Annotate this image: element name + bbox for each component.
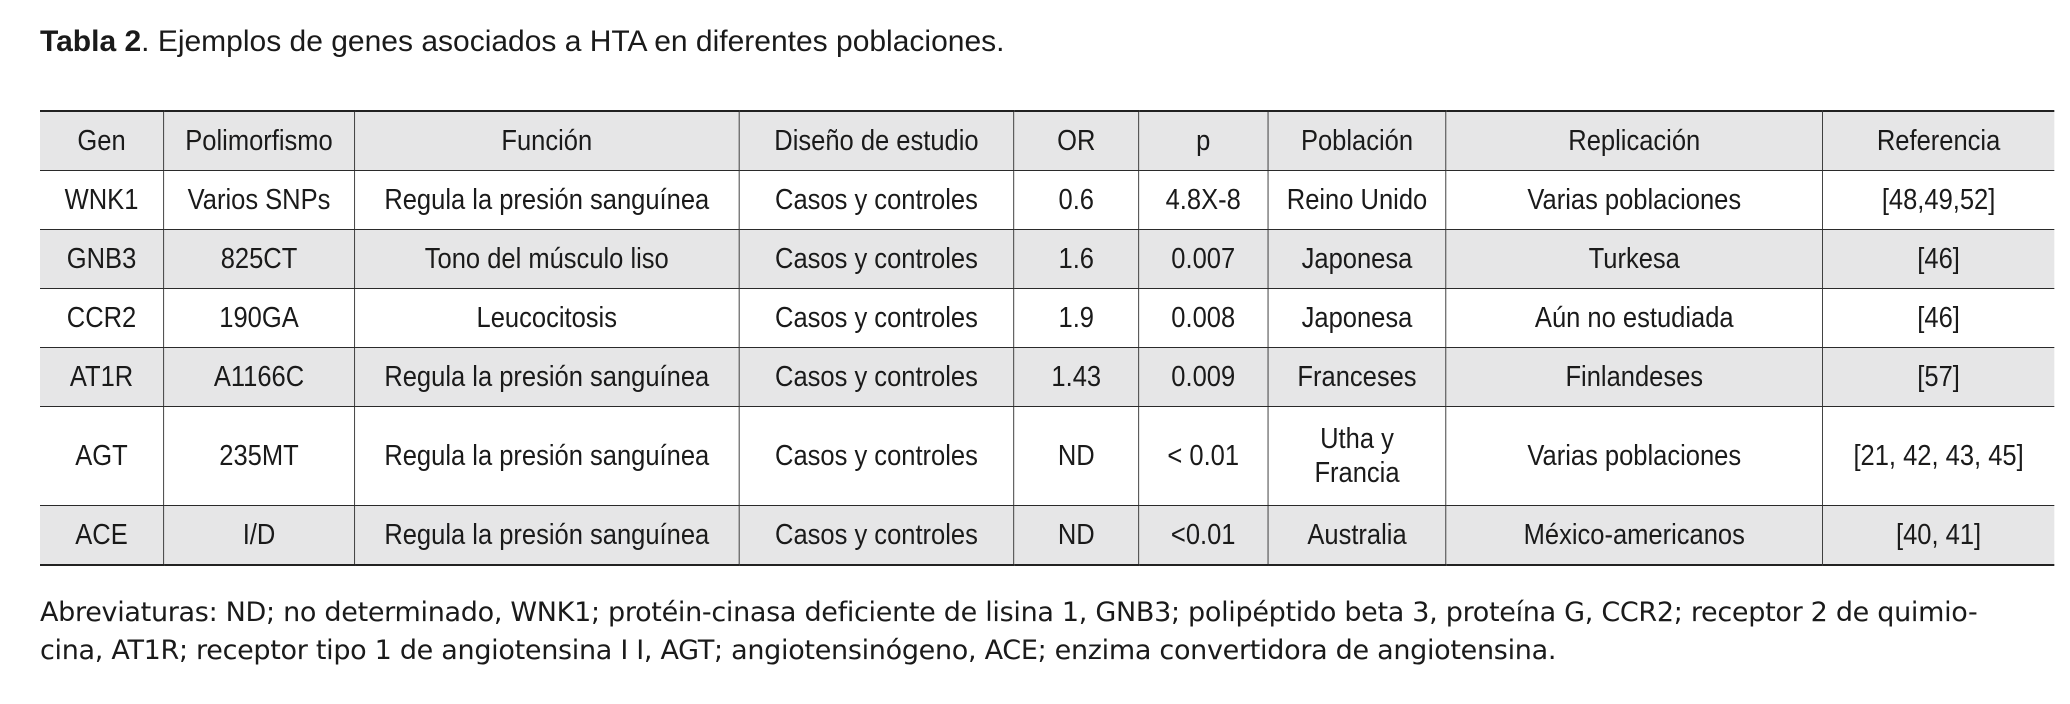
genes-table [40,110,2054,566]
header-cell-diseno: Diseño de estudio [739,111,1014,171]
table-cell: 190GA [163,289,354,348]
table-cell: [46] [1822,230,2054,289]
table-header-row [40,111,2054,171]
table-cell: GNB3 [40,230,163,289]
table-cell: Regula la presión sanguínea [355,171,739,230]
table-cell: Regula la presión sanguínea [355,506,739,566]
table-cell: [21, 42, 43, 45] [1822,407,2054,506]
abbreviations-footnote [40,594,2040,670]
table-row [40,171,2054,230]
header-cell-funcion: Función [355,111,739,171]
table-cell: 235MT [163,407,354,506]
table-cell: [57] [1822,348,2054,407]
header-cell-poblacion: Población [1268,111,1446,171]
table-cell: Varias poblaciones [1446,171,1822,230]
table-cell: Australia [1268,506,1446,566]
table-cell: Japonesa [1268,230,1446,289]
table-cell: Utha y Francia [1268,407,1446,506]
table-cell: [46] [1822,289,2054,348]
table-cell: México-americanos [1446,506,1822,566]
table-cell: Casos y controles [739,506,1014,566]
table-cell: Varias poblaciones [1446,407,1822,506]
table-cell: AGT [40,407,163,506]
header-cell-gen: Gen [40,111,163,171]
table-cell: Franceses [1268,348,1446,407]
table-cell: Tono del músculo liso [355,230,739,289]
table-cell: Casos y controles [739,230,1014,289]
table-cell: ND [1014,506,1139,566]
table-cell: I/D [163,506,354,566]
table-row [40,289,2054,348]
table-cell: 0.008 [1139,289,1268,348]
table-cell: CCR2 [40,289,163,348]
table-cell: Varios SNPs [163,171,354,230]
table-cell: 1.6 [1014,230,1139,289]
table-caption [40,22,1004,62]
table-cell: 1.43 [1014,348,1139,407]
table-row [40,506,2054,566]
table-cell: Reino Unido [1268,171,1446,230]
table-cell: <0.01 [1139,506,1268,566]
table-cell: AT1R [40,348,163,407]
table-cell: Finlandeses [1446,348,1822,407]
table-cell: ACE [40,506,163,566]
header-cell-or: OR [1014,111,1139,171]
table-cell: Casos y controles [739,171,1014,230]
table-cell: < 0.01 [1139,407,1268,506]
table-cell: 0.009 [1139,348,1268,407]
header-cell-replicacion: Replicación [1446,111,1822,171]
table-cell: Japonesa [1268,289,1446,348]
table-cell: ND [1014,407,1139,506]
table-cell: 1.9 [1014,289,1139,348]
table-cell: Casos y controles [739,407,1014,506]
table-cell: 0.007 [1139,230,1268,289]
header-cell-p: p [1139,111,1268,171]
table-cell: 0.6 [1014,171,1139,230]
table-cell: WNK1 [40,171,163,230]
table-caption-text: . Ejemplos de genes asociados a HTA en diferentes poblaciones. [141,25,1005,58]
table-cell: Regula la presión sanguínea [355,407,739,506]
table-cell: 825CT [163,230,354,289]
footnote-line: Abreviaturas: ND; no determinado, WNK1; protéin-cinasa deficiente de lisina 1, GNB3; polipéptido beta 3, proteína G, CCR2; receptor 2 de quimio- [40,597,1978,628]
table-row [40,348,2054,407]
table-cell: 4.8X-8 [1139,171,1268,230]
table-cell: [48,49,52] [1822,171,2054,230]
table-caption-label: Tabla 2 [40,25,142,58]
footnote-line: cina, AT1R; receptor tipo 1 de angiotensina I I, AGT; angiotensinógeno, ACE; enzima convertidora de angiotensina. [40,635,1557,666]
header-cell-referencia: Referencia [1822,111,2054,171]
table-cell: Casos y controles [739,348,1014,407]
table-cell: Turkesa [1446,230,1822,289]
table-cell: Aún no estudiada [1446,289,1822,348]
table-row [40,230,2054,289]
table-cell: Regula la presión sanguínea [355,348,739,407]
table-cell: Casos y controles [739,289,1014,348]
table-cell: Leucocitosis [355,289,739,348]
table-row [40,407,2054,506]
header-cell-polimorfismo: Polimorfismo [163,111,354,171]
table-cell: [40, 41] [1822,506,2054,566]
table-cell: A1166C [163,348,354,407]
